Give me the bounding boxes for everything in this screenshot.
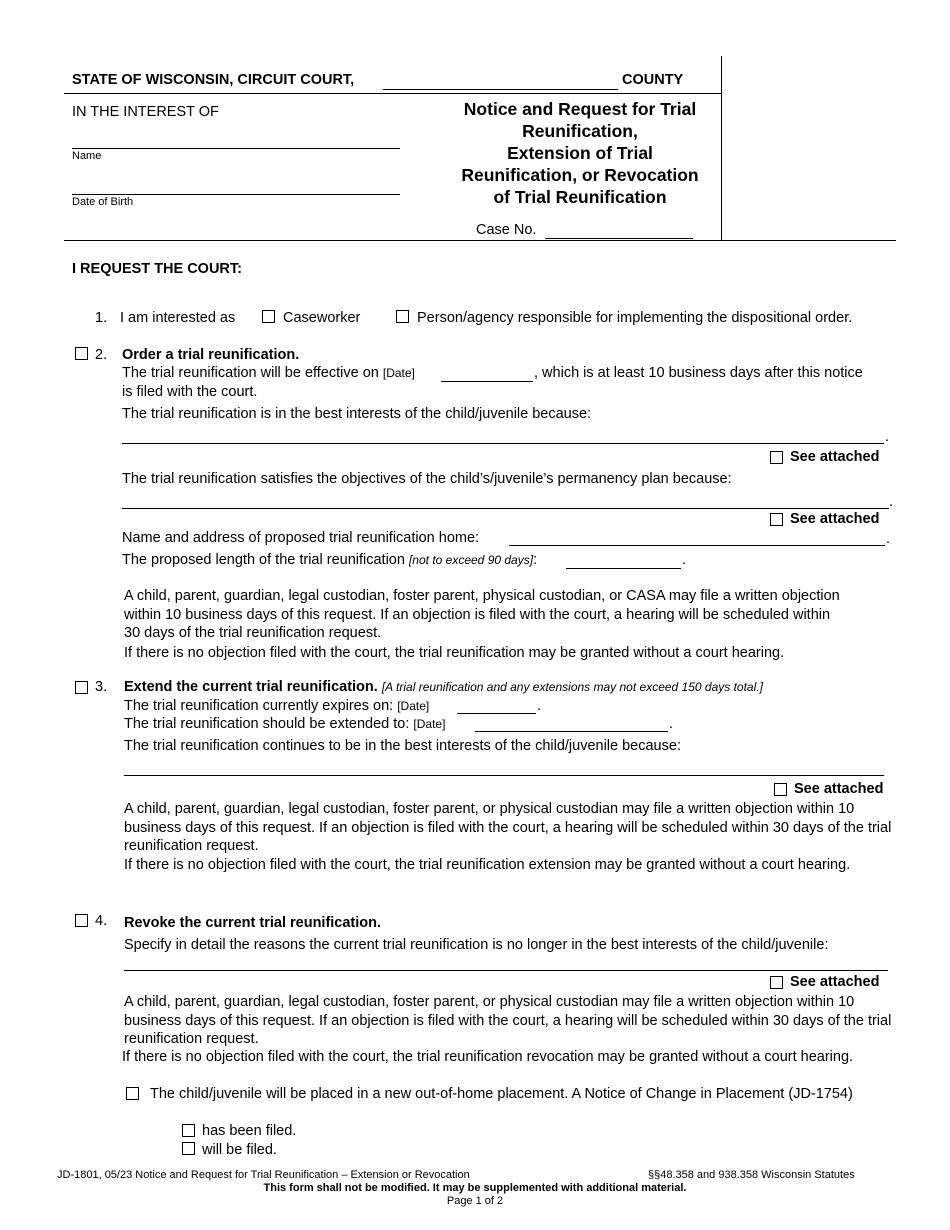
name-field[interactable] — [72, 148, 400, 149]
title-line: Reunification, or Revocation — [461, 165, 699, 185]
footer-notice-text: This form shall not be modified. It may be supplemented with additional material. — [263, 1182, 687, 1194]
expires-label: The trial reunification currently expires on: — [124, 698, 394, 714]
item3-checkbox[interactable] — [75, 681, 88, 694]
item2-effective-line — [122, 365, 415, 381]
item2-heading: Order a trial reunification. — [122, 347, 300, 363]
period: . — [537, 698, 542, 714]
caseworker-label: Caseworker — [283, 310, 361, 326]
see-attached-label: See attached — [790, 511, 880, 527]
item3-extended-line — [124, 716, 445, 732]
continues-field[interactable] — [124, 775, 884, 776]
period: . — [886, 531, 891, 547]
item2-see-attached-checkbox-1[interactable] — [770, 451, 783, 464]
specify-field[interactable] — [124, 970, 888, 971]
dob-field[interactable] — [72, 194, 400, 195]
period: . — [682, 552, 687, 568]
name-address-field[interactable] — [509, 545, 885, 546]
item2-see-attached-checkbox-2[interactable] — [770, 513, 783, 526]
see-attached-label: See attached — [790, 974, 880, 990]
item2-objectives: The trial reunification satisfies the objectives of the child’s/juvenile’s permanency plan because: — [122, 471, 732, 487]
title-line: of Trial Reunification — [493, 187, 667, 207]
item3-expires-line — [124, 698, 429, 714]
extended-date-field[interactable] — [475, 731, 668, 732]
will-be-filed-checkbox[interactable] — [182, 1142, 195, 1155]
county-input[interactable] — [383, 89, 618, 90]
length-hint: [not to exceed 90 days] — [408, 553, 534, 567]
effective-post: , which is at least 10 business days after this notice — [534, 365, 863, 381]
footer-page-text: Page 1 of 2 — [446, 1195, 504, 1207]
item2-best-interest: The trial reunification is in the best interests of the child/juvenile because: — [122, 406, 592, 422]
see-attached-label: See attached — [794, 781, 884, 797]
caseworker-checkbox[interactable] — [262, 310, 275, 323]
header-rule-top — [64, 93, 721, 94]
expires-date-field[interactable] — [457, 713, 536, 714]
item3-heading-line — [124, 679, 763, 695]
objectives-field[interactable] — [122, 508, 889, 509]
item4-see-attached-checkbox[interactable] — [770, 976, 783, 989]
item3-heading: Extend the current trial reunification. — [124, 679, 378, 695]
item2-objection-text: A child, parent, guardian, legal custodian, foster parent, physical custodian, or CASA may file a written objection within 10 business days of this request. If an objection is filed with the court, a hearing will be scheduled within 30 days of the trial reunification request. — [124, 588, 840, 641]
interest-of-label: IN THE INTEREST OF — [72, 104, 219, 120]
dob-label: Date of Birth — [72, 196, 134, 208]
item2-name-address: Name and address of proposed trial reunification home: — [122, 530, 480, 546]
item4-checkbox[interactable] — [75, 914, 88, 927]
state-court-label: STATE OF WISCONSIN, CIRCUIT COURT, — [72, 72, 355, 88]
placement-text: The child/juvenile will be placed in a new out-of-home placement. A Notice of Change in Placement (JD-1754) — [150, 1086, 853, 1102]
has-been-filed-label: has been filed. — [202, 1123, 297, 1139]
item3-continues: The trial reunification continues to be in the best interests of the child/juvenile because: — [124, 738, 681, 754]
effective-date-field[interactable] — [441, 381, 533, 382]
request-heading: I REQUEST THE COURT: — [72, 261, 242, 277]
best-interest-field[interactable] — [122, 443, 884, 444]
period: . — [889, 494, 894, 510]
item1-number: 1. — [95, 310, 108, 326]
footer-notice — [0, 1182, 950, 1194]
title-line: Notice and Request for Trial — [463, 99, 697, 119]
length-pre: The proposed length of the trial reunification — [122, 552, 405, 568]
item2-number: 2. — [95, 347, 108, 363]
form-title — [440, 98, 720, 208]
item3-no-objection-text: If there is no objection filed with the court, the trial reunification extension may be granted without a court hearing. — [124, 857, 851, 873]
footer-form-id: JD-1801, 05/23 Notice and Request for Trial Reunification – Extension or Revocation — [57, 1169, 470, 1181]
item3-objection-text: A child, parent, guardian, legal custodian, foster parent, or physical custodian may file a written objection within 10 business days of this request. If an objection is filed with the court, a hearing will be scheduled within 30 days of the trial reunification request. — [124, 801, 892, 854]
see-attached-label: See attached — [790, 449, 880, 465]
item3-see-attached-checkbox[interactable] — [774, 783, 787, 796]
item1-label: I am interested as — [120, 310, 236, 326]
item4-objection-text: A child, parent, guardian, legal custodian, foster parent, or physical custodian may file a written objection within 10 business days of this request. If an objection is filed with the court, a hearing will be scheduled within 30 days of the trial reunification request. — [124, 994, 892, 1047]
date-hint: [Date] — [397, 699, 430, 713]
extended-label: The trial reunification should be extended to: — [124, 716, 410, 732]
effective-cont: is filed with the court. — [122, 384, 258, 400]
will-be-filed-label: will be filed. — [202, 1142, 277, 1158]
length-colon: : — [533, 552, 538, 568]
item2-length-line — [122, 552, 537, 568]
item4-heading: Revoke the current trial reunification. — [124, 915, 382, 931]
case-no-label: Case No. — [476, 222, 537, 238]
item2-checkbox[interactable] — [75, 347, 88, 360]
footer-statutes: §§48.358 and 938.358 Wisconsin Statutes — [648, 1169, 855, 1181]
placement-checkbox[interactable] — [126, 1087, 139, 1100]
title-line: Reunification, — [522, 121, 638, 141]
item4-number: 4. — [95, 913, 108, 929]
date-hint: [Date] — [382, 366, 415, 380]
item3-note: [A trial reunification and any extensions may not exceed 150 days total.] — [381, 680, 763, 694]
period: . — [885, 429, 890, 445]
date-hint: [Date] — [413, 717, 446, 731]
footer-page — [0, 1195, 950, 1207]
name-label: Name — [72, 150, 102, 162]
has-been-filed-checkbox[interactable] — [182, 1124, 195, 1137]
period: . — [669, 716, 674, 732]
effective-pre: The trial reunification will be effective on — [122, 365, 379, 381]
item3-number: 3. — [95, 679, 108, 695]
item4-specify: Specify in detail the reasons the current trial reunification is no longer in the best interests of the child/juvenile: — [124, 937, 829, 953]
case-no-field[interactable] — [545, 238, 693, 239]
header-divider-vertical — [721, 56, 722, 240]
length-field[interactable] — [566, 568, 681, 569]
header-rule-bottom — [64, 240, 896, 241]
agency-checkbox[interactable] — [396, 310, 409, 323]
item2-no-objection-text: If there is no objection filed with the court, the trial reunification may be granted without a court hearing. — [124, 645, 785, 661]
title-line: Extension of Trial — [507, 143, 653, 163]
agency-label: Person/agency responsible for implementing the dispositional order. — [417, 310, 853, 326]
item4-no-objection-text: If there is no objection filed with the court, the trial reunification revocation may be granted without a court hearing. — [122, 1049, 854, 1065]
county-label: COUNTY — [622, 72, 684, 88]
